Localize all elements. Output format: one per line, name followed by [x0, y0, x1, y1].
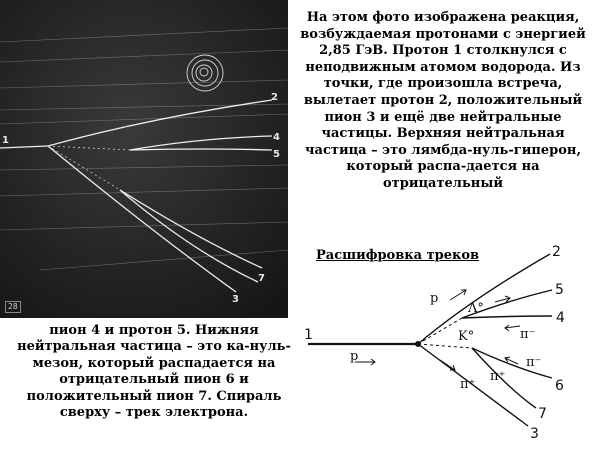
- photo-label-1st: 2: [271, 92, 278, 103]
- particle-label: p: [350, 349, 359, 364]
- diagram-track-number: 5: [555, 282, 564, 298]
- diagram-track-number: 4: [556, 310, 565, 326]
- photo-tracks: [0, 0, 288, 318]
- bubble-chamber-photo: [0, 0, 288, 318]
- track-4: [462, 316, 552, 318]
- diagram-track-number: 6: [555, 378, 564, 394]
- photo-label-2nd: 1: [2, 135, 9, 146]
- particle-label: π⁺: [460, 377, 476, 392]
- diagram-track-number: 7: [538, 406, 547, 422]
- diagram-track-number: 2: [552, 244, 561, 260]
- description-top: На этом фото изображена реакция, возбуждаемая протонами с энергией 2,85 ГэВ. Протон 1 столкнулся с неподвижным атомом водорода. Из точки, где произошла встреча, вылетает протон 2, положительный пион 3 и ещё две нейтральные частицы. Верхняя нейтральная частица – это лямбда-нуль-гиперон, который распа-дается на отрицательный: [300, 10, 586, 191]
- diagram-track-number: 3: [530, 426, 539, 442]
- particle-label: π⁻: [520, 327, 536, 342]
- diagram-title: Расшифровка треков: [316, 248, 480, 263]
- photo-label-4th: 5: [273, 149, 280, 160]
- track-diagram: [300, 240, 600, 450]
- photo-label-6th: 3: [232, 294, 239, 305]
- track-diagram-svg: [300, 240, 600, 450]
- particle-label: p: [430, 291, 439, 306]
- photo-label-3rd: 4: [273, 132, 280, 143]
- particle-label: π⁺: [490, 369, 506, 384]
- particle-label: K°: [458, 329, 475, 344]
- description-bottom: пион 4 и протон 5. Нижняя нейтральная частица – это ка-нуль-мезон, который распадается на отрицательный пион 6 и положительный пион 7. Спираль сверху – трек электрона.: [17, 323, 291, 421]
- photo-corner-mark: 28: [5, 301, 21, 313]
- particle-label: π⁻: [526, 355, 542, 370]
- photo-label-5th: 7: [258, 273, 265, 284]
- particle-label: Λ°: [468, 301, 484, 316]
- diagram-track-number: 1: [304, 327, 313, 343]
